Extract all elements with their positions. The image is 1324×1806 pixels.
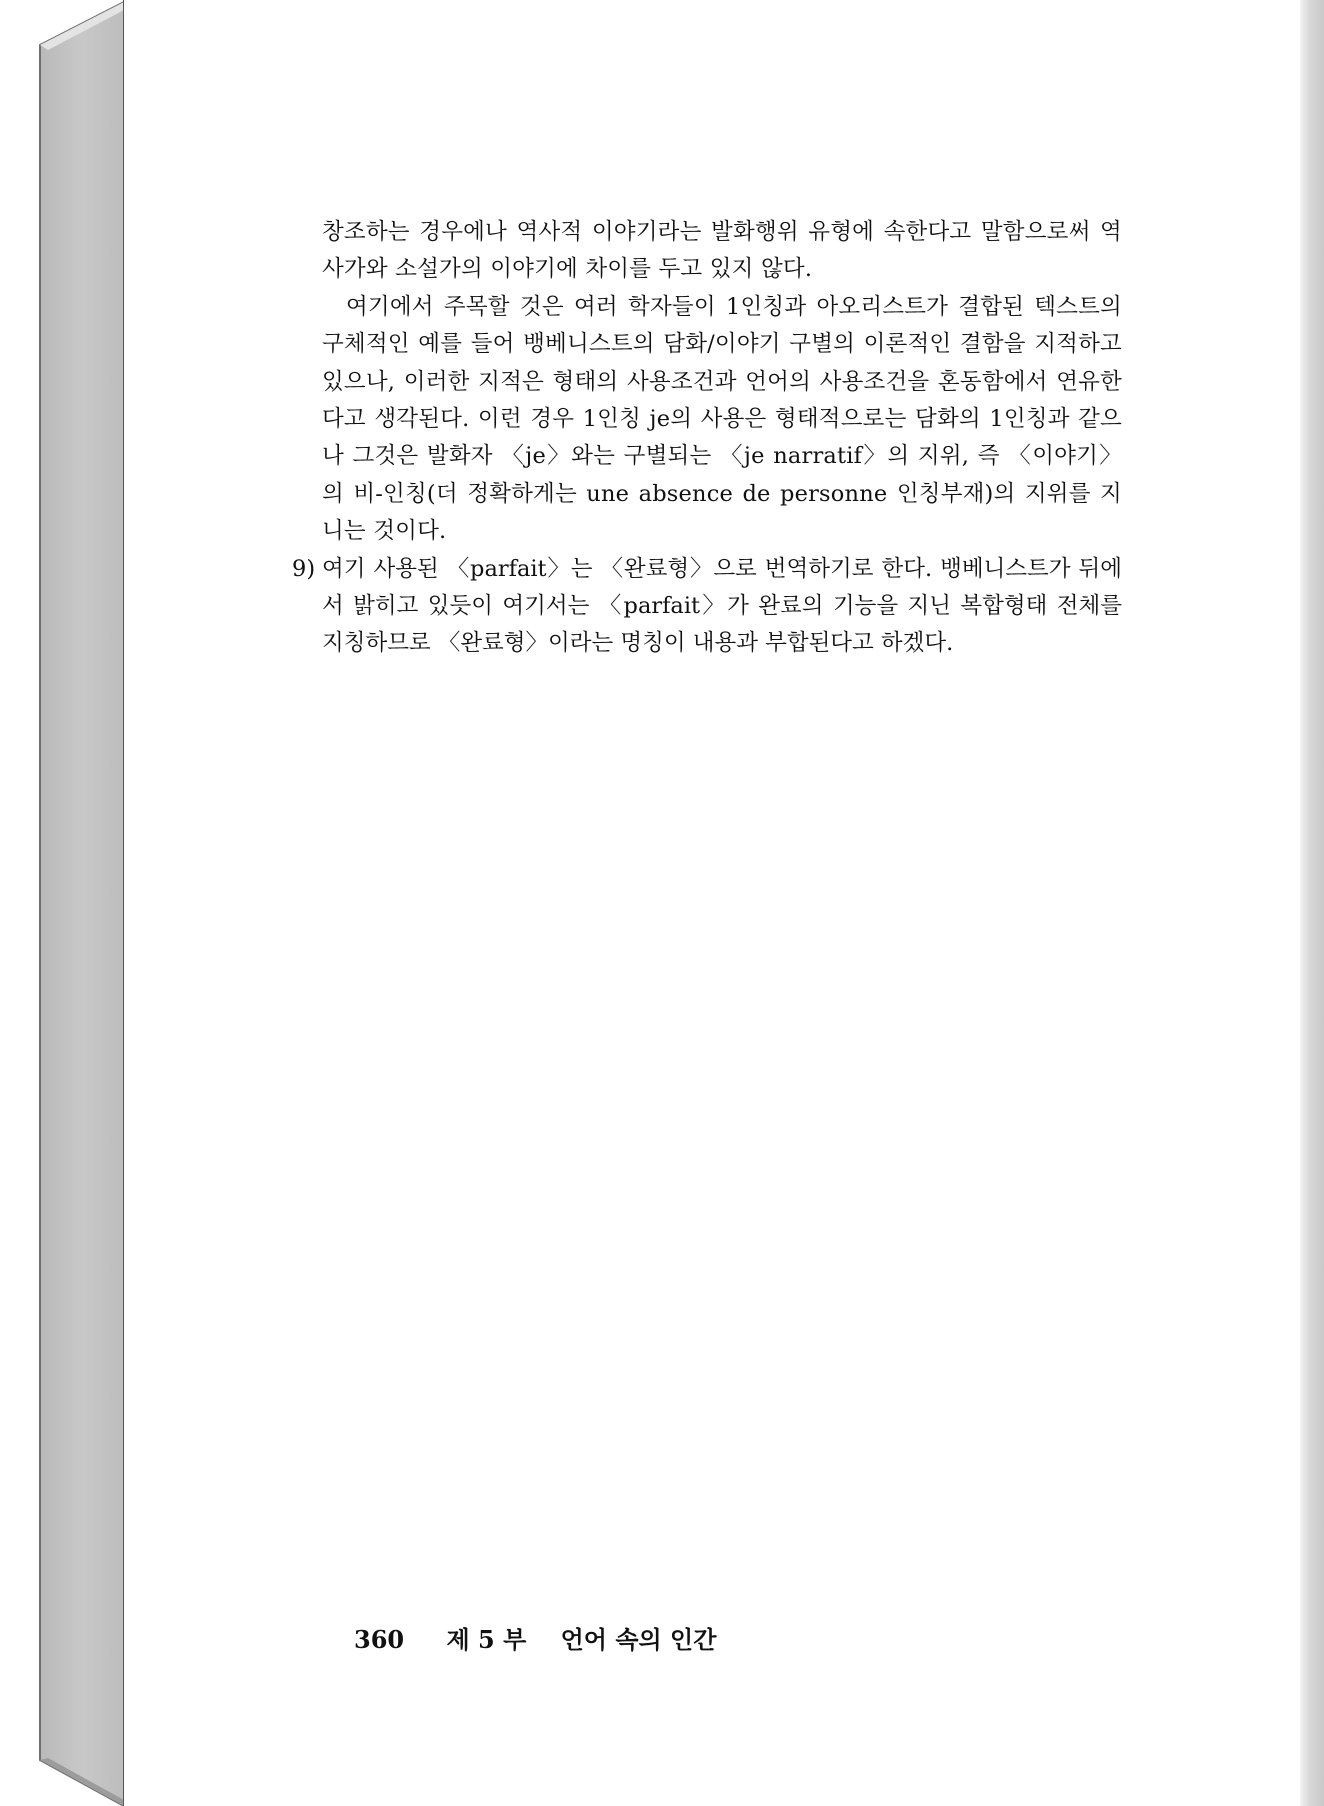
footnote-9-text: 여기 사용된 〈parfait〉는 〈완료형〉으로 번역하기로 한다. 뱅베니스트가 뒤에서 밝히고 있듯이 여기서는 〈parfait〉가 완료의 기능을 지닌 복합형태 전체를 지칭하므로 〈완료형〉이라는 명칭이 내용과 부합된다고 하겠다. xyxy=(322,555,1122,657)
footnote-9 xyxy=(292,551,1122,663)
page-footer xyxy=(354,1620,716,1655)
body-paragraph-continuation: 창조하는 경우에나 역사적 이야기라는 발화행위 유형에 속한다고 말함으로써 역사가와 소설가의 이야기에 차이를 두고 있지 않다. xyxy=(322,219,1122,283)
page-body xyxy=(292,214,1122,663)
running-head-title: 언어 속의 인간 xyxy=(560,1625,717,1654)
body-paragraph-main: 여기에서 주목할 것은 여러 학자들이 1인칭과 아오리스트가 결합된 텍스트의 구체적인 예를 들어 뱅베니스트의 담화/이야기 구별의 이론적인 결함을 지적하고 있으나, 이러한 지적은 형태의 사용조건과 언어의 사용조건을 혼동함에서 연유한다고 생각된다. 이런 경우 1인칭 je의 사용은 형태적으로는 담화의 1인칭과 같으나 그것은 발화자 〈je〉와는 구별되는 〈je narratif〉의 지위, 즉 〈이야기〉의 비-인칭(더 정확하게는 une absence de personne 인칭부재)의 지위를 지니는 것이다. xyxy=(322,293,1122,545)
page-edge-right xyxy=(1300,0,1324,1806)
page-number: 360 xyxy=(354,1625,405,1654)
footnote-9-number: 9) xyxy=(292,555,316,582)
running-head-part: 제 5 부 xyxy=(446,1625,527,1654)
